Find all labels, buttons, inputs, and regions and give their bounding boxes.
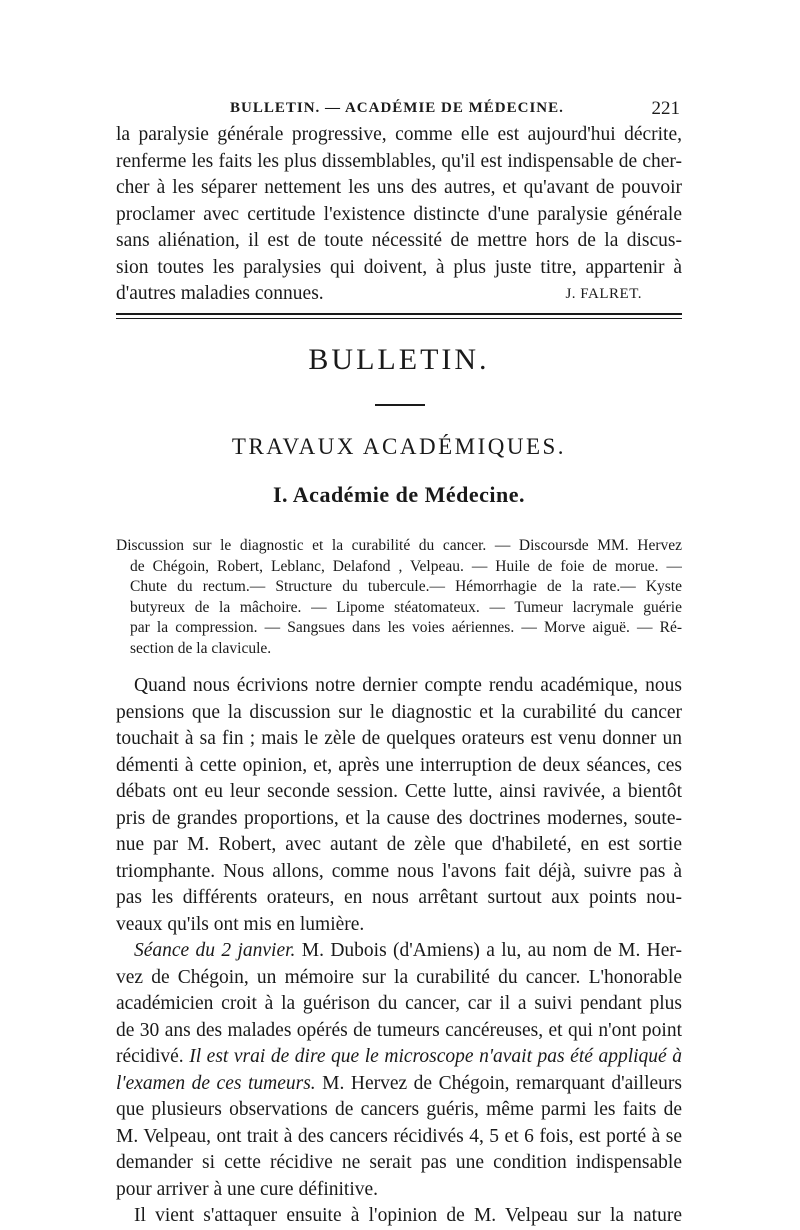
subsection-title: TRAVAUX ACADÉMIQUES. (231, 434, 567, 459)
text-line: touchait à sa fin ; mais le zèle de quelques orateurs est venu donner un (116, 728, 682, 749)
text-line: la paralysie générale progressive, comme elle est aujourd'hui décrite, (116, 124, 682, 145)
summary-line: Chute du rectum.— Structure du tubercule.— Hémorrhagie de la rate.— Kyste (130, 578, 682, 595)
text-line (116, 938, 682, 965)
text-line: veaux qu'ils ont mis en lumière. (116, 913, 365, 935)
session-date: Séance du 2 janvier. (134, 940, 296, 961)
title-divider (375, 404, 425, 406)
text-line (116, 1071, 682, 1098)
intro-paragraph (116, 122, 682, 308)
summary-line: de Chégoin, Robert, Leblanc, Delafond , Velpeau. — Huile de foie de morue. — (130, 557, 682, 575)
text-line: démenti à cette opinion, et, après une interruption de deux séances, ces (116, 754, 682, 776)
academy-heading: I. Académie de Médecine. (272, 482, 526, 507)
summary-line: par la compression. — Sangsues dans les voies aériennes. — Morve aiguë. — Ré- (130, 619, 682, 636)
italic-fragment: Il est vrai de dire que le microscope n'avait pas été appliqué à (189, 1046, 682, 1067)
text-line: Il vient s'attaquer ensuite à l'opinion de M. Velpeau sur la nature (134, 1205, 682, 1226)
page-header (118, 98, 680, 122)
closing-line (116, 281, 682, 308)
text-line: pensions que la discussion sur le diagnostic et la curabilité du cancer (116, 701, 682, 723)
page-number: 221 (651, 98, 680, 119)
body-text (116, 673, 682, 1230)
running-title: BULLETIN. — ACADÉMIE DE MÉDECINE. (230, 100, 564, 116)
text-line: M. Velpeau, ont trait à des cancers récidivés 4, 5 et 6 fois, est porté à se (116, 1125, 682, 1147)
summary-line: butyreux de la mâchoire. — Lipome stéatomateux. — Tumeur lacrymale guérie (130, 598, 682, 616)
double-rule-top (116, 313, 682, 315)
text-line (116, 1044, 682, 1071)
text-line: renferme les faits les plus dissemblables, qu'il est indispensable de cher- (116, 150, 682, 172)
text-line: pris de grandes proportions, et la cause des doctrines modernes, soute- (116, 807, 682, 829)
text-line: Quand nous écrivions notre dernier compte rendu académique, nous (134, 675, 682, 696)
text-fragment: récidivé. (116, 1046, 190, 1067)
text-line: pour arriver à une cure définitive. (116, 1178, 379, 1200)
text-line: demander si cette récidive ne serait pas une condition indispensable (116, 1152, 682, 1173)
summary-block (116, 536, 682, 659)
section-title: BULLETIN. (308, 343, 490, 376)
text-line: académicien croit à la guérison du cancer, car il a suivi pendant plus (116, 993, 682, 1014)
summary-line: Discussion sur le diagnostic et la curabilité du cancer. — Discoursde MM. Hervez (116, 537, 682, 554)
text-line: de 30 ans des malades opérés de tumeurs cancéreuses, et qui n'ont point (116, 1019, 682, 1041)
text-fragment: M. Hervez de Chégoin, remarquant d'ailleurs (315, 1072, 682, 1094)
text-line: triomphante. Nous allons, comme nous l'avons fait déjà, suivre pas à (116, 860, 682, 882)
text-fragment: M. Dubois (d'Amiens) a lu, au nom de M. Her- (295, 940, 682, 961)
author-signature: J. FALRET. (565, 286, 642, 302)
italic-fragment: l'examen de ces tumeurs. (116, 1072, 316, 1094)
text-line: que plusieurs observations de cancers guéris, même parmi les faits de (116, 1099, 682, 1120)
text-line: vez de Chégoin, un mémoire sur la curabilité du cancer. L'honorable (116, 966, 682, 988)
text-line: sion toutes les paralysies qui doivent, à plus juste titre, appartenir à (116, 256, 682, 278)
text-line: cher à les séparer nettement les uns des autres, et qu'avant de pouvoir (116, 177, 682, 198)
text-line: pas les différents orateurs, en nous arrêtant surtout aux points nou- (116, 887, 682, 908)
summary-line: section de la clavicule. (130, 639, 272, 657)
double-rule-bottom (116, 318, 682, 319)
text-line: sans aliénation, il est de toute nécessité de mettre hors de la discus- (116, 230, 682, 251)
text-line: proclamer avec certitude l'existence distincte d'une paralysie générale (116, 203, 682, 225)
text-line: nue par M. Robert, avec autant de zèle que d'habileté, en est sortie (116, 834, 682, 855)
text-line: débats ont eu leur seconde session. Cette lutte, ainsi ravivée, a bientôt (116, 781, 682, 802)
text-line: d'autres maladies connues. (116, 283, 324, 304)
